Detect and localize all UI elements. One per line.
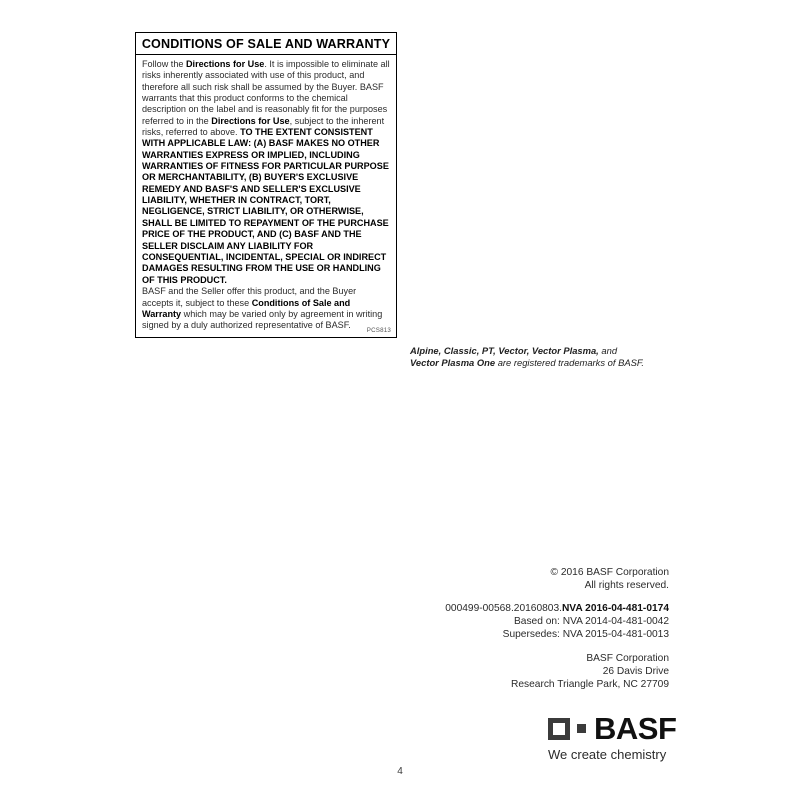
trademark-names-line-1: Alpine, Classic, PT, Vector, Vector Plasma,	[410, 345, 599, 356]
trademark-suffix: are registered trademarks of BASF.	[495, 357, 644, 369]
trademark-names-line-2: Vector Plasma One	[410, 357, 496, 369]
page-number: 4	[397, 766, 403, 777]
address-line-3: Research Triangle Park, NC 27709	[511, 679, 669, 690]
warranty-intro-text-3: , subject to the inherent risks, referred to above.	[142, 115, 385, 138]
address-line-1: BASF Corporation	[586, 653, 669, 664]
trademark-notice	[410, 345, 700, 370]
copyright-notice	[551, 566, 670, 592]
trademark-and-word: and	[598, 345, 618, 356]
warranty-box-title: CONDITIONS OF SALE AND WARRANTY	[136, 33, 396, 55]
document-number-prefix: 000499-00568.20160803.	[445, 603, 562, 614]
warranty-box-body	[136, 55, 396, 334]
basf-logo	[548, 713, 676, 744]
warranty-paragraph-closing	[142, 286, 390, 331]
document-number-based-on: Based on: NVA 2014-04-481-0042	[514, 616, 669, 627]
address-line-2: 26 Davis Drive	[602, 666, 669, 677]
document-number-main: NVA 2016-04-481-0174	[561, 603, 669, 614]
copyright-line-1: © 2016 BASF Corporation	[550, 567, 669, 578]
warranty-closing-text-2: which may be varied only by agreement in writing signed by a duly authorized representative of BASF.	[142, 309, 383, 331]
company-address	[511, 652, 669, 691]
document-number-block	[445, 602, 669, 641]
conditions-of-sale-box	[135, 32, 397, 338]
document-number-supersedes: Supersedes: NVA 2015-04-481-0013	[502, 629, 669, 640]
warranty-conditions-phrase: Conditions of Sale and Warranty	[142, 297, 351, 320]
document-number-main-line	[445, 602, 669, 615]
warranty-paragraph-intro	[142, 59, 390, 286]
warranty-intro-text-2: . It is impossible to eliminate all risks inherently associated with use of this product, and therefore all such risk shall be assumed by the Buyer. BASF warrants that this product conforms to the chemical description on the label and is reasonably fit for the purposes referred to in the	[142, 59, 390, 126]
warranty-disclaimer-caps: TO THE EXTENT CONSISTENT WITH APPLICABLE LAW: (A) BASF MAKES NO OTHER WARRANTIES EXPRESS OR IMPLIED, INCLUDING WARRANTIES OF FITNESS FOR PARTICULAR PURPOSE OR MERCHANTABILITY, (B) BUYER'S EXCLUSIVE REMEDY AND BASF'S AND SELLER'S EXCLUSIVE LIABILITY, WHETHER IN CONTRACT, TORT, NEGLIGENCE, STRICT LIABILITY, OR OTHERWISE, SHALL BE LIMITED TO REPAYMENT OF THE PURCHASE PRICE OF THE PRODUCT, AND (C) BASF AND THE SELLER DISCLAIM ANY LIABILITY FOR CONSEQUENTIAL, INCIDENTAL, SPECIAL OR INDIRECT DAMAGES RESULTING FROM THE USE OR HANDLING OF THIS PRODUCT.	[142, 127, 389, 285]
copyright-line-2: All rights reserved.	[584, 580, 669, 591]
warranty-directions-for-use-2: Directions for Use	[211, 115, 290, 126]
logo-filled-square-icon	[577, 724, 586, 733]
warranty-intro-text-1: Follow the	[142, 59, 186, 69]
warranty-closing-text-1: BASF and the Seller offer this product, and the Buyer accepts it, subject to these	[142, 286, 357, 308]
warranty-box-code: PCS813	[366, 326, 391, 334]
logo-wordmark: BASF	[594, 711, 677, 746]
logo-outline-square-icon	[548, 718, 570, 740]
logo-tagline: We create chemistry	[548, 747, 667, 762]
warranty-directions-for-use-1: Directions for Use	[185, 59, 265, 69]
